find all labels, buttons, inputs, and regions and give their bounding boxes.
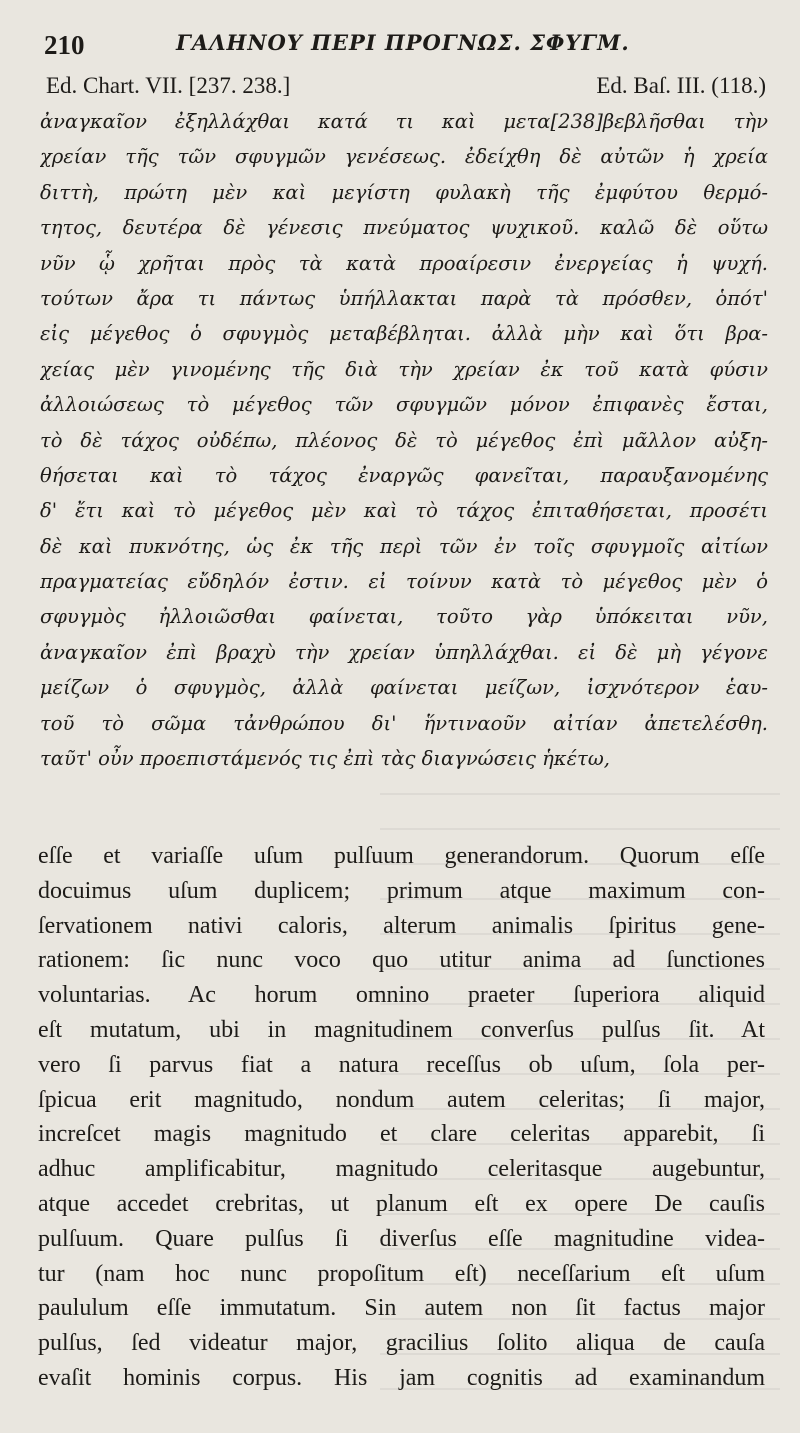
latin-text-line: adhuc amplificabitur, magnitudo celeritasque augebuntur, — [38, 1156, 765, 1183]
latin-text-line: ſpicua erit magnitudo, nondum autem celeritas; ſi major, — [38, 1086, 765, 1113]
edition-reference-line — [46, 73, 766, 101]
latin-text-line: eſſe et variaſſe uſum pulſuum generandorum. Quorum eſſe — [38, 843, 765, 869]
greek-text-line: τὸ δὲ τάχος οὐδέπω, πλέονος δὲ τὸ μέγεθος ἐπὶ μᾶλλον αὐξη- — [40, 428, 768, 452]
latin-text-line: voluntarias. Ac horum omnino praeter ſuperiora aliquid — [38, 982, 765, 1009]
latin-text-line: atque accedet crebritas, ut planum eſt ex opere De cauſis — [38, 1190, 765, 1217]
greek-text-line: θήσεται καὶ τὸ τάχος ἐναργῶς φανεῖται, παραυξανομένης — [40, 463, 768, 487]
latin-text-line: ſervationem nativi caloris, alterum animalis ſpiritus gene- — [38, 912, 765, 939]
greek-text-line: τούτων ἄρα τι πάντως ὑπήλλακται παρὰ τὰ πρόσθεν, ὁπότ' — [40, 286, 768, 310]
greek-text-line: ἀναγκαῖον ἐξηλλάχθαι κατά τι καὶ μετα[238]βεβλῆσθαι τὴν — [40, 110, 768, 133]
latin-text-block — [38, 839, 765, 1396]
greek-text-line: εἰς μέγεθος ὁ σφυγμὸς μεταβέβληται. ἀλλὰ μὴν καὶ ὅτι βρα- — [40, 322, 768, 346]
greek-text-line: τοῦ τὸ σῶμα τἀνθρώπου δι' ἥντιναοῦν αἰτίαν ἀπετελέσθη. — [40, 711, 768, 735]
latin-text-line: docuimus uſum duplicem; primum atque maximum con- — [38, 877, 765, 904]
greek-text-block — [40, 104, 768, 776]
latin-text-line: paululum eſſe immutatum. Sin autem non ſit factus major — [38, 1295, 765, 1322]
edition-chartier-ref: Ed. Chart. VII. [237. 238.] — [46, 73, 291, 98]
greek-text-line: διττὴ, πρώτη μὲν καὶ μεγίστη φυλακὴ τῆς ἐμφύτου θερμό- — [40, 180, 768, 204]
greek-text-line: μείζων ὁ σφυγμὸς, ἀλλὰ φαίνεται μείζων, ἰσχνότερον ἑαυ- — [40, 676, 768, 700]
greek-text-line: ἀλλοιώσεως τὸ μέγεθος τῶν σφυγμῶν μόνον ἐπιφανὲς ἔσται, — [40, 393, 768, 417]
greek-text-line: πραγματείας εὔδηλόν ἐστιν. εἰ τοίνυν κατὰ τὸ μέγεθος μὲν ὁ — [40, 570, 768, 594]
latin-text-line: tur (nam hoc nunc propoſitum eſt) neceſſarium eſt uſum — [38, 1260, 765, 1287]
greek-text-line: νῦν ᾧ χρῆται πρὸς τὰ κατὰ προαίρεσιν ἐνεργείας ἡ ψυχή. — [40, 251, 768, 275]
greek-text-line: δὲ καὶ πυκνότης, ὡς ἐκ τῆς περὶ τῶν ἐν τοῖς σφυγμοῖς αἰτίων — [40, 534, 768, 558]
page-number: 210 — [44, 30, 85, 60]
running-title: ΓΑΛΗΝΟΥ ΠΕΡΙ ΠΡΟΓΝΩΣ. ΣΦΥΓΜ. — [176, 30, 630, 55]
greek-text-line: χείας μὲν γινομένης τῆς διὰ τὴν χρείαν ἐκ τοῦ κατὰ φύσιν — [40, 357, 768, 381]
latin-text-line: evaſit hominis corpus. His jam cognitis ad examinandum — [38, 1364, 765, 1391]
latin-text-line: increſcet magis magnitudo et clare celeritas apparebit, ſi — [38, 1121, 765, 1148]
greek-text-line: δ' ἔτι καὶ τὸ μέγεθος μὲν καὶ τὸ τάχος ἐπιταθήσεται, προσέτι — [40, 499, 768, 523]
edition-basel-ref: Ed. Baſ. III. (118.) — [596, 73, 766, 98]
running-head — [44, 28, 764, 64]
latin-text-line: eſt mutatum, ubi in magnitudinem converſus pulſus ſit. At — [38, 1016, 765, 1043]
latin-text-line: pulſuum. Quare pulſus ſi diverſus eſſe magnitudine videa- — [38, 1225, 765, 1252]
latin-text-line: vero ſi parvus fiat a natura receſſus ob uſum, ſola per- — [38, 1051, 765, 1078]
latin-text-line: rationem: ſic nunc voco quo utitur anima ad ſunctiones — [38, 947, 765, 974]
greek-text-line: ταῦτ' οὖν προεπιστάμενός τις ἐπὶ τὰς διαγνώσεις ἡκέτω, — [40, 747, 610, 771]
greek-text-line: τητος, δευτέρα δὲ γένεσις πνεύματος ψυχικοῦ. καλῶ δὲ οὕτω — [40, 216, 768, 240]
greek-text-line: ἀναγκαῖον ἐπὶ βραχὺ τὴν χρείαν ὑπηλλάχθαι. εἰ δὲ μὴ γέγονε — [40, 640, 768, 664]
greek-text-line: σφυγμὸς ἠλλοιῶσθαι φαίνεται, τοῦτο γὰρ ὑπόκειται νῦν, — [40, 605, 768, 629]
greek-text-line: χρείαν τῆς τῶν σφυγμῶν γενέσεως. ἐδείχθη δὲ αὐτῶν ἡ χρεία — [40, 145, 768, 169]
latin-text-line: pulſus, ſed videatur major, gracilius ſolito aliqua de cauſa — [38, 1330, 765, 1357]
